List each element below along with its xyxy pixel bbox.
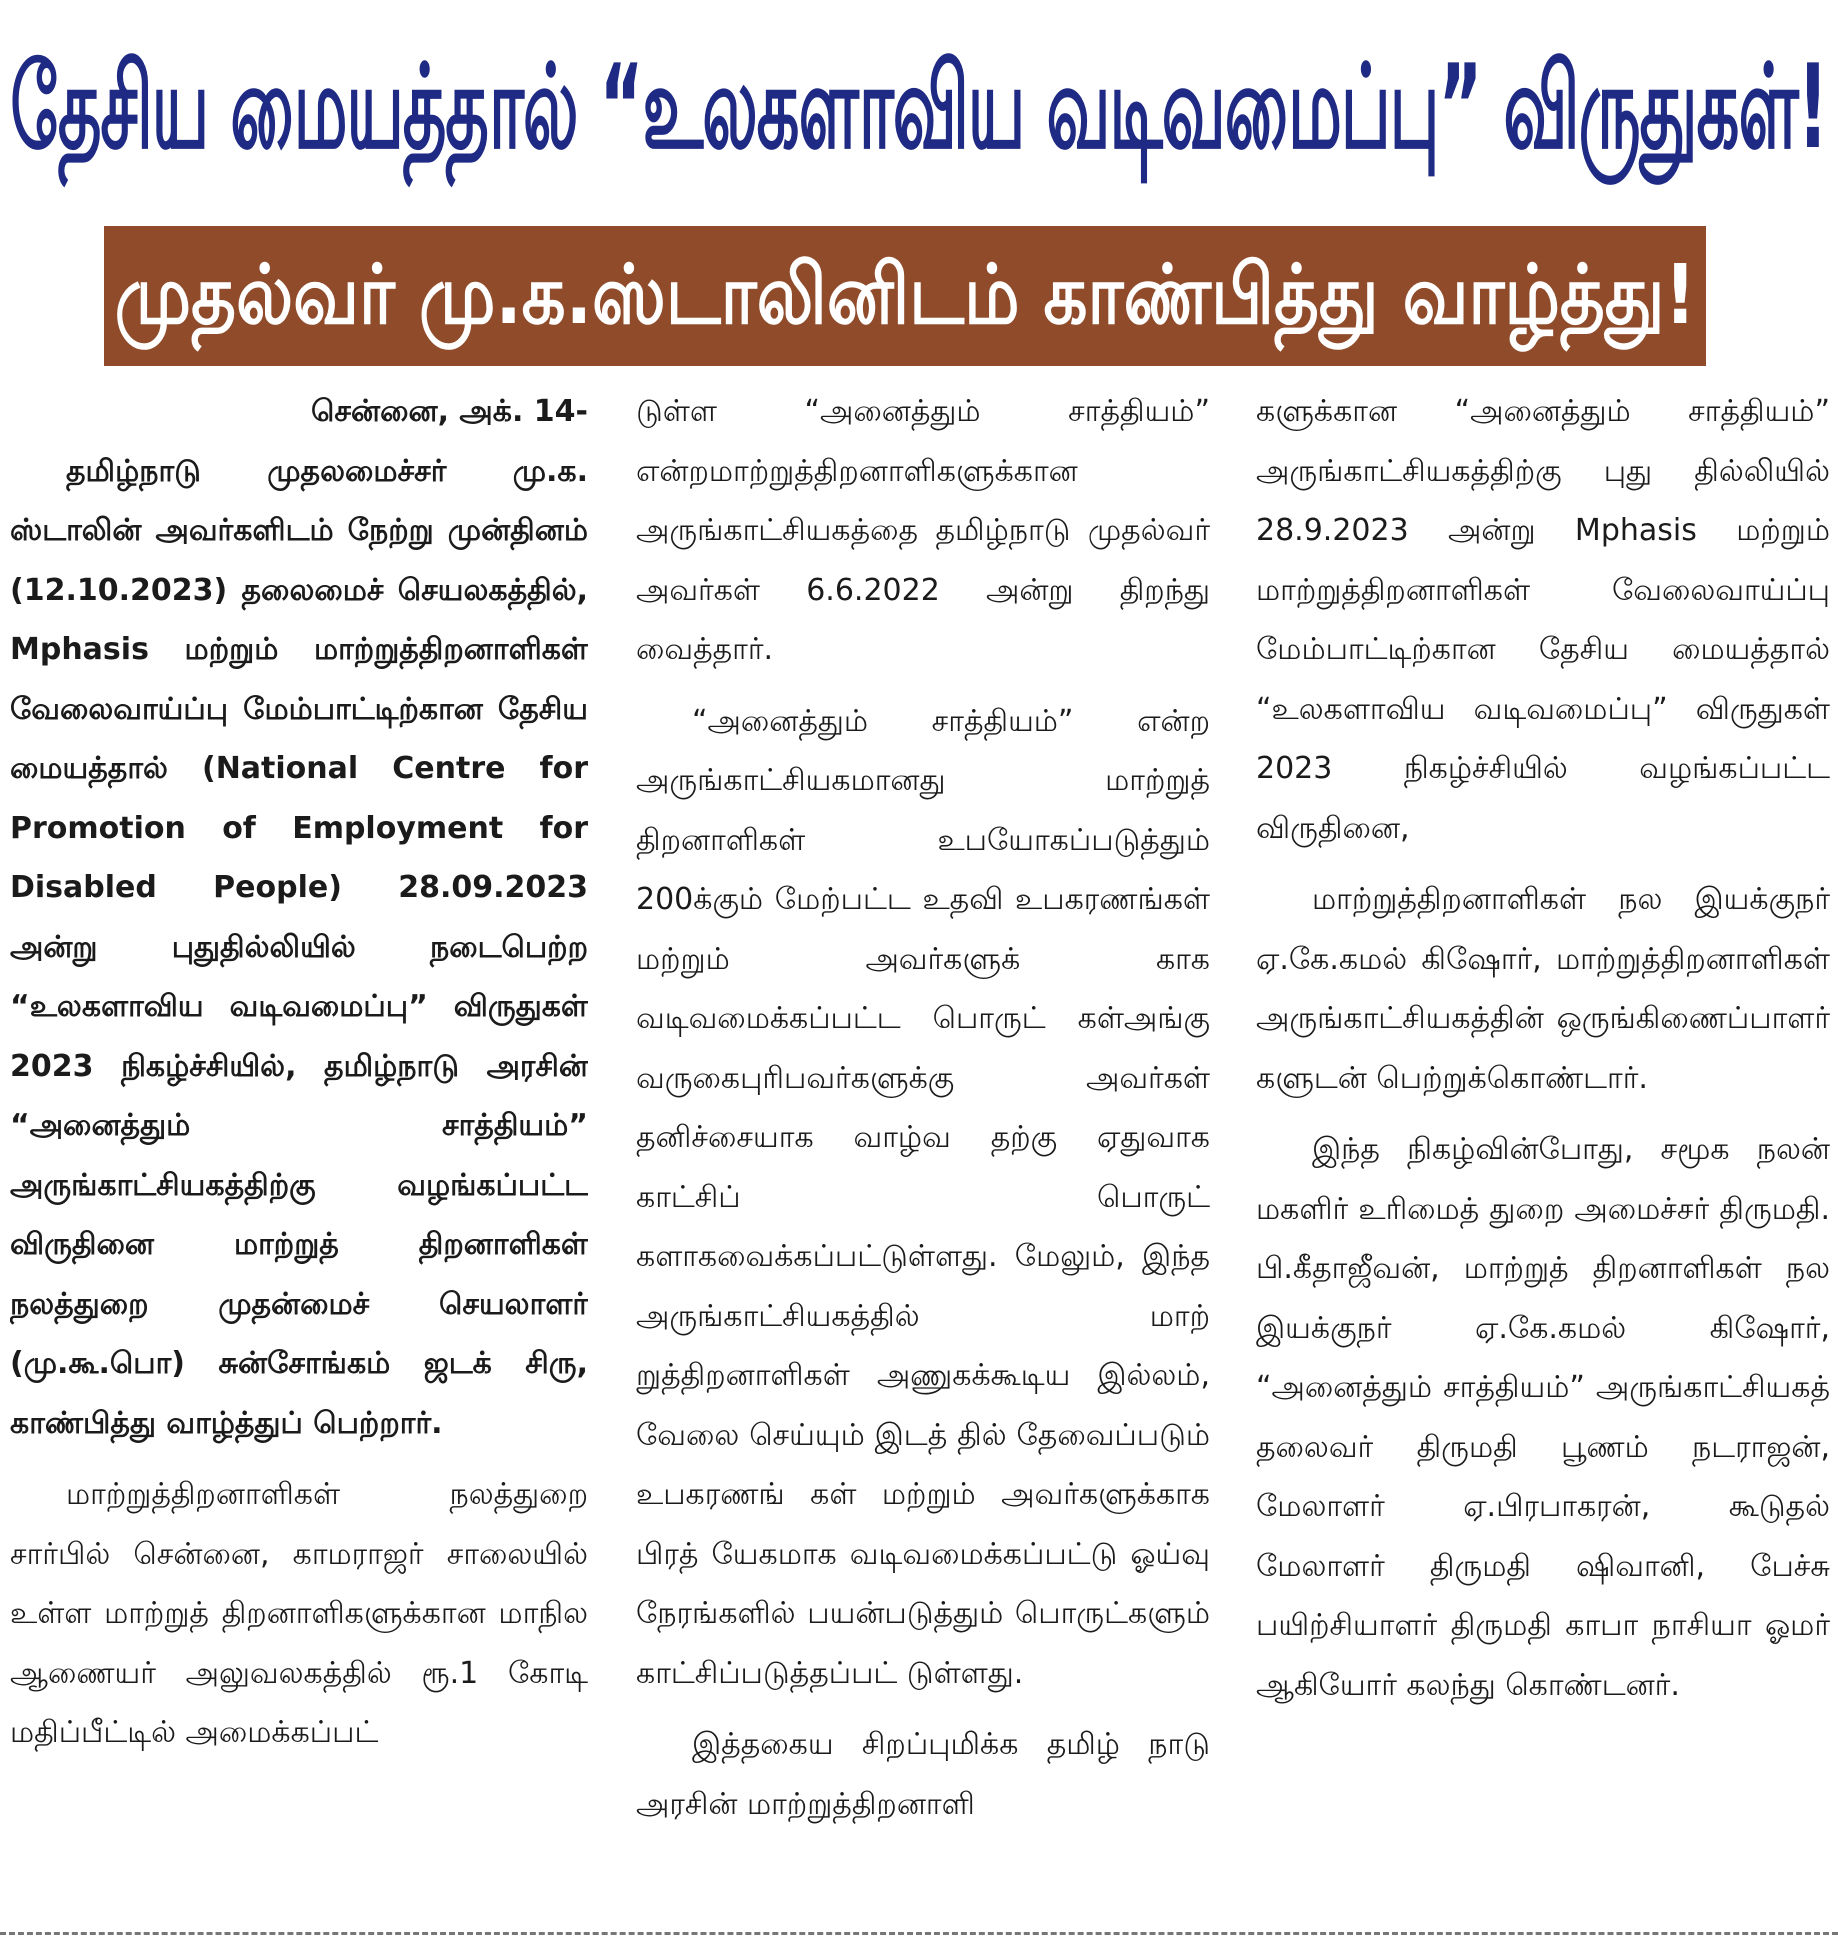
lead-paragraph: தமிழ்நாடு முதலமைச்சர் மு.க. ஸ்டாலின் அவர்களிடம் நேற்று முன்தினம் (12.10.2023) தலைமைச் செயலகத்தில், Mphasis மற்றும் மாற்றுத்திறனாளிகள் வேலைவாய்ப்பு மேம்பாட்டிற்கான தேசிய மையத்தால் (National Centre for Promotion of Employment for Disabled People) 28.09.2023 அன்று புதுதில்லியில் நடைபெற்ற “உலகளாவிய வடிவமைப்பு” விருதுகள் 2023 நிகழ்ச்சியில், தமிழ்நாடு அரசின் “அனைத்தும் சாத்தியம்” அருங்காட்சியகத்திற்கு வழங்கப்பட்ட விருதினை மாற்றுத் திறனாளிகள் நலத்துறை முதன்மைச் செயலாளர் (மு.கூ.பொ) சுன்சோங்கம் ஜடக் சிரு, காண்பித்து வாழ்த்துப் பெற்றார். [10,453,588,1441]
bottom-dashed-rule [0,1932,1838,1935]
paragraph-4-part-2: களுக்கான “அனைத்தும் சாத்தியம்” அருங்காட்சியகத்திற்கு புது தில்லியில் 28.9.2023 அன்று Mphasis மற்றும் மாற்றுத்திறனாளிகள் வேலைவாய்ப்பு மேம்பாட்டிற்கான தேசிய மையத்தால் “உலகளாவிய வடிவமைப்பு” விருதுகள் 2023 நிகழ்ச்சியில் வழங்கப்பட்ட விருதினை, [1256,394,1830,846]
article-column-1 [10,382,588,1917]
paragraph-2-part-1: மாற்றுத்திறனாளிகள் நலத்துறை சார்பில் சென்னை, காமராஜர் சாலையில் உள்ள மாற்றுத் திறனாளிகளுக்கான மாநில ஆணையர் அலுவலகத்தில் ரூ.1 கோடி மதிப்பீட்டில் அமைக்கப்பட் [10,1477,588,1750]
subheadline-banner [104,226,1706,366]
paragraph-5: மாற்றுத்திறனாளிகள் நல இயக்குநர் ஏ.கே.கமல் கிஷோர், மாற்றுத்திறனாளிகள் அருங்காட்சியகத்தின் ஒருங்கிணைப்பாளர் களுடன் பெற்றுக்கொண்டார். [1256,882,1830,1096]
headline-text: தேசிய மையத்தால் “உலகளாவிய வடிவமைப்பு” விருதுகள்! [10,39,1828,175]
article-column-2 [636,382,1210,1917]
paragraph-2-part-2: டுள்ள “அனைத்தும் சாத்தியம்” என்றமாற்றுத்திறனாளிகளுக்கான அருங்காட்சியகத்தை தமிழ்நாடு முதல்வர் அவர்கள் 6.6.2022 அன்று திறந்து வைத்தார். [636,394,1210,667]
subheadline-text: முதல்வர் மு.க.ஸ்டாலினிடம் காண்பித்து வாழ்த்து! [114,248,1696,343]
paragraph-6: இந்த நிகழ்வின்போது, சமூக நலன் மகளிர் உரிமைத் துறை அமைச்சர் திருமதி. பி.கீதாஜீவன், மாற்றுத் திறனாளிகள் நல இயக்குநர் ஏ.கே.கமல் கிஷோர், “அனைத்தும் சாத்தியம்” அருங்காட்சியகத் தலைவர் திருமதி பூணம் நடராஜன், மேலாளர் ஏ.பிரபாகரன், கூடுதல் மேலாளர் திருமதி ஷிவானி, பேச்சு பயிற்சியாளர் திருமதி காபா நாசியா ஓமர் ஆகியோர் கலந்து கொண்டனர். [1256,1132,1830,1703]
paragraph-4-part-1: இத்தகைய சிறப்புமிக்க தமிழ் நாடு அரசின் மாற்றுத்திறனாளி [636,1727,1210,1822]
paragraph-3: “அனைத்தும் சாத்தியம்” என்ற அருங்காட்சியகமானது மாற்றுத் திறனாளிகள் உபயோகப்படுத்தும் 200க்கும் மேற்பட்ட உதவி உபகரணங்கள் மற்றும் அவர்களுக் காக வடிவமைக்கப்பட்ட பொருட் கள்அங்கு வருகைபுரிபவர்களுக்கு அவர்கள் தனிச்சையாக வாழ்வ தற்கு ஏதுவாக காட்சிப் பொருட் களாகவைக்கப்பட்டுள்ளது. மேலும், இந்த அருங்காட்சியகத்தில் மாற் றுத்திறனாளிகள் அணுகக்கூடிய இல்லம், வேலை செய்யும் இடத் தில் தேவைப்படும் உபகரணங் கள் மற்றும் அவர்களுக்காக பிரத் யேகமாக வடிவமைக்கப்பட்டு ஓய்வு நேரங்களில் பயன்படுத்தும் பொருட்களும் காட்சிப்படுத்தப்பட் டுள்ளது. [636,703,1210,1691]
headline [0,0,1838,215]
dateline: சென்னை, அக். 14- [311,394,588,429]
article-column-3 [1256,382,1830,1917]
